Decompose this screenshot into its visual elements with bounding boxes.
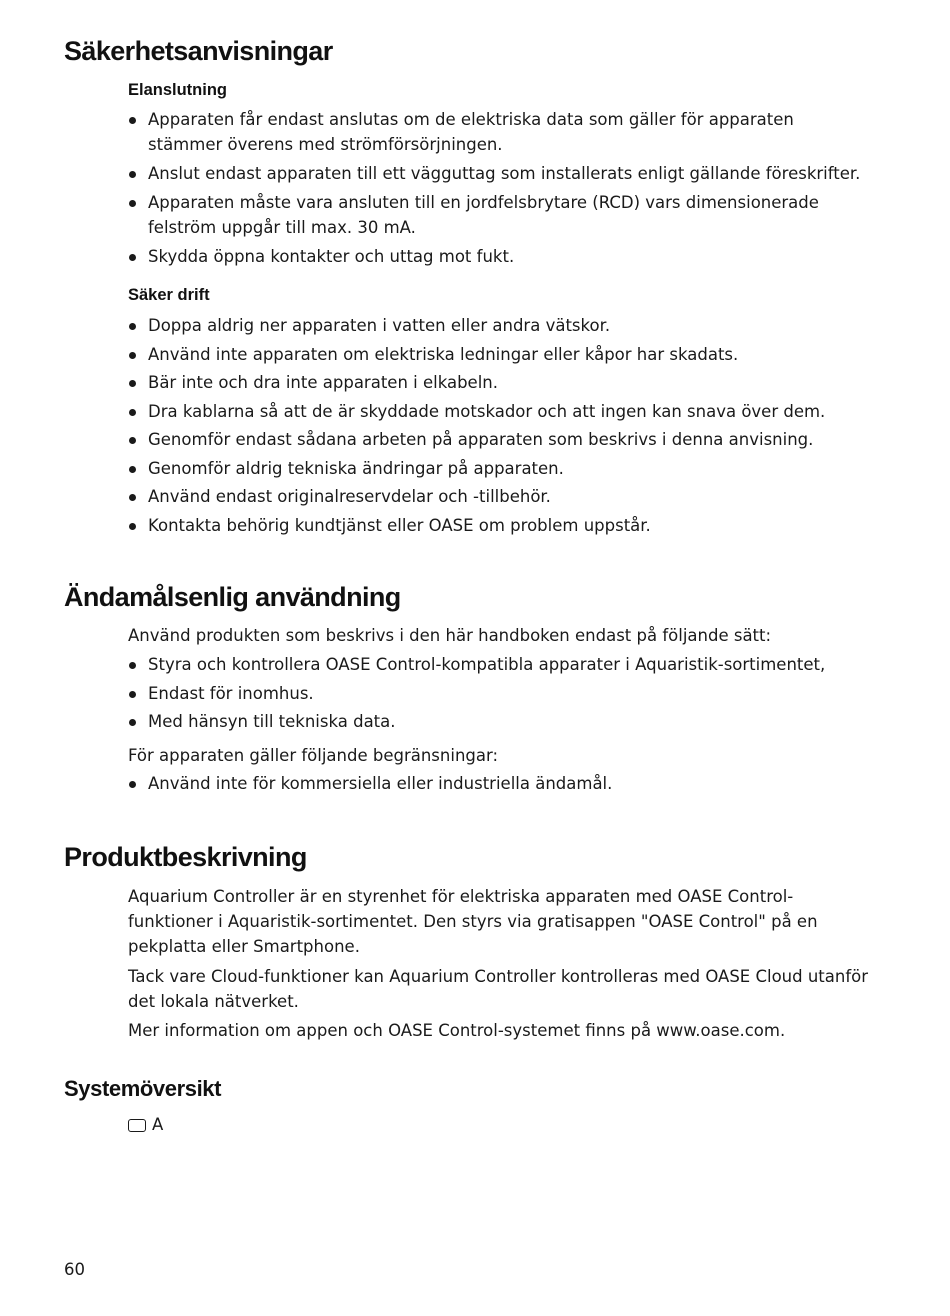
system-heading: Systemöversikt (64, 1076, 222, 1101)
list-item: Apparaten måste vara ansluten till en jordfelsbrytare (RCD) vars dimensionerade felström uppgår till max. 30 mA. (128, 190, 873, 240)
figure-reference (128, 1114, 163, 1136)
list-item: Dra kablarna så att de är skyddade motskador och att ingen kan snava över dem. (128, 399, 888, 424)
operation-subheading: Säker drift (128, 286, 210, 304)
list-item: Styra och kontrollera OASE Control-kompatibla apparater i Aquaristik-sortimentet, (128, 652, 888, 677)
list-item: Genomför aldrig tekniska ändringar på apparaten. (128, 456, 888, 481)
intended-use-intro: Använd produkten som beskrivs i den här handboken endast på följande sätt: (128, 626, 772, 645)
electrical-subheading: Elanslutning (128, 81, 227, 99)
list-item: Använd inte för kommersiella eller industriella ändamål. (128, 771, 888, 796)
list-item: Bär inte och dra inte apparaten i elkabeln. (128, 370, 888, 395)
product-paragraph: Aquarium Controller är en styrenhet för elektriska apparaten med OASE Control-funktioner i Aquaristik-sortimentet. Den styrs via gratisappen "OASE Control" på en pekplatta eller Smartphone. (128, 887, 818, 956)
operation-list (128, 313, 888, 538)
list-item: Använd inte apparaten om elektriska ledningar eller kåpor har skadats. (128, 342, 888, 367)
product-paragraph: Tack vare Cloud-funktioner kan Aquarium Controller kontrolleras med OASE Cloud utanför det lokala nätverket. (128, 967, 869, 1011)
list-item: Genomför endast sådana arbeten på apparaten som beskrivs i denna anvisning. (128, 427, 888, 452)
list-item: Doppa aldrig ner apparaten i vatten eller andra vätskor. (128, 313, 888, 338)
restrictions-list (128, 771, 888, 796)
safety-heading: Säkerhetsanvisningar (64, 36, 333, 66)
product-heading: Produktbeskrivning (64, 842, 307, 872)
list-item: Kontakta behörig kundtjänst eller OASE om problem uppstår. (128, 513, 888, 538)
figure-reference-icon (128, 1119, 146, 1132)
list-item: Apparaten får endast anslutas om de elektriska data som gäller för apparaten stämmer överens med strömförsörjningen. (128, 107, 873, 157)
electrical-list (128, 107, 873, 269)
list-item: Med hänsyn till tekniska data. (128, 709, 888, 734)
list-item: Anslut endast apparaten till ett vägguttag som installerats enligt gällande föreskrifter. (128, 161, 873, 186)
figure-reference-label: A (152, 1115, 164, 1134)
intended-use-heading: Ändamålsenlig användning (64, 582, 401, 612)
page-number: 60 (64, 1260, 85, 1279)
restrictions-intro: För apparaten gäller följande begränsningar: (128, 746, 499, 765)
list-item: Skydda öppna kontakter och uttag mot fukt. (128, 244, 873, 269)
list-item: Endast för inomhus. (128, 681, 888, 706)
intended-use-list (128, 652, 888, 734)
product-paragraph: Mer information om appen och OASE Control-systemet finns på www.oase.com. (128, 1021, 786, 1040)
list-item: Använd endast originalreservdelar och -tillbehör. (128, 484, 888, 509)
